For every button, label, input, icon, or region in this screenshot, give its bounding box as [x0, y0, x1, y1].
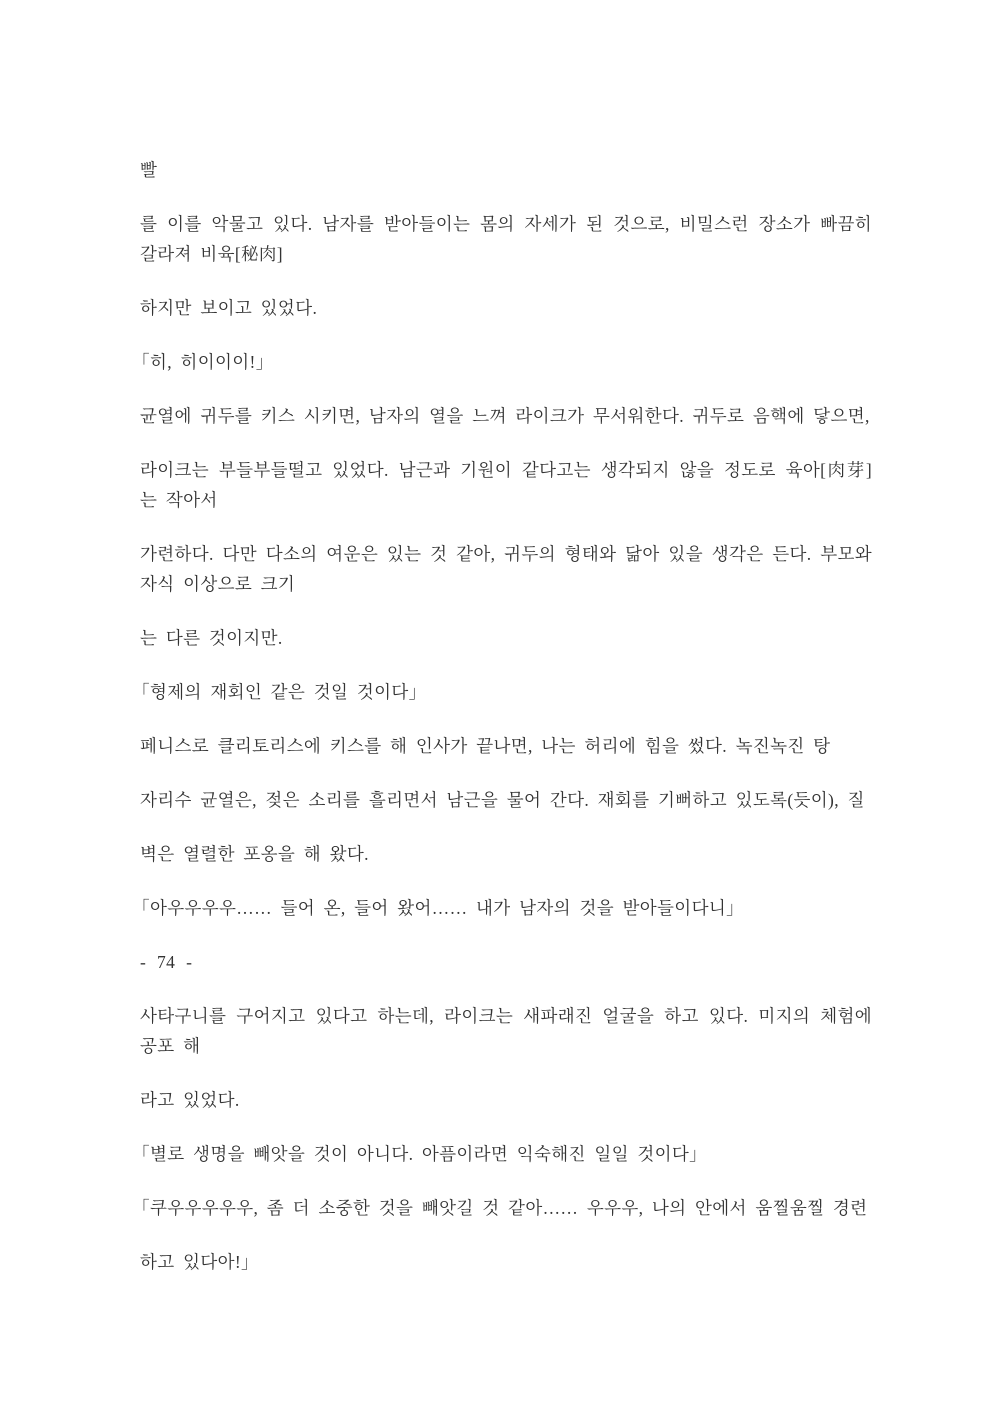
- text-paragraph: 하지만 보이고 있었다.: [140, 298, 318, 318]
- text-paragraph: 자리수 균열은, 젖은 소리를 흘리면서 남근을 물어 간다. 재회를 기뻐하고 있도록(듯이), 질: [140, 790, 865, 810]
- text-paragraph: 를 이를 악물고 있다. 남자를 받아들이는 몸의 자세가 된 것으로, 비밀스런 장소가 빠끔히갈라져 비육[秘肉]: [140, 214, 872, 264]
- text-paragraph: 페니스로 클리토리스에 키스를 해 인사가 끝나면, 나는 허리에 힘을 썼다. 녹진녹진 탕: [140, 736, 831, 756]
- text-paragraph: 하고 있다아!」: [140, 1252, 259, 1272]
- text-paragraph: 라고 있었다.: [140, 1090, 240, 1110]
- text-paragraph: 균열에 귀두를 키스 시키면, 남자의 열을 느껴 라이크가 무서워한다. 귀두로 음핵에 닿으면,: [140, 406, 870, 426]
- text-paragraph: 벽은 열렬한 포옹을 해 왔다.: [140, 844, 369, 864]
- dialogue-line: 「형제의 재회인 같은 것일 것이다」: [132, 682, 427, 702]
- text-paragraph: 라이크는 부들부들떨고 있었다. 남근과 기원이 같다고는 생각되지 않을 정도로 육아[肉芽]는 작아서: [140, 460, 872, 510]
- dialogue-line: 「쿠우우우우우, 좀 더 소중한 것을 빼앗길 것 같아…… 우우우, 나의 안에서 움찔움찔 경련: [132, 1198, 868, 1218]
- dialogue-line: 「히, 히이이이!」: [132, 352, 274, 372]
- text-paragraph: 는 다른 것이지만.: [140, 628, 283, 648]
- page-number: - 74 -: [140, 952, 193, 972]
- dialogue-line: 「별로 생명을 빼앗을 것이 아니다. 아픔이라면 익숙해진 일일 것이다」: [132, 1144, 708, 1164]
- text-paragraph: 사타구니를 구어지고 있다고 하는데, 라이크는 새파래진 얼굴을 하고 있다. 미지의 체험에 공포 해: [140, 1006, 872, 1056]
- text-paragraph: 가련하다. 다만 다소의 여운은 있는 것 같아, 귀두의 형태와 닮아 있을 생각은 든다. 부모와 자식 이상으로 크기: [140, 544, 872, 594]
- text-paragraph: 빨: [140, 160, 158, 180]
- dialogue-line: 「아우우우우…… 들어 온, 들어 왔어…… 내가 남자의 것을 받아들이다니」: [132, 898, 744, 918]
